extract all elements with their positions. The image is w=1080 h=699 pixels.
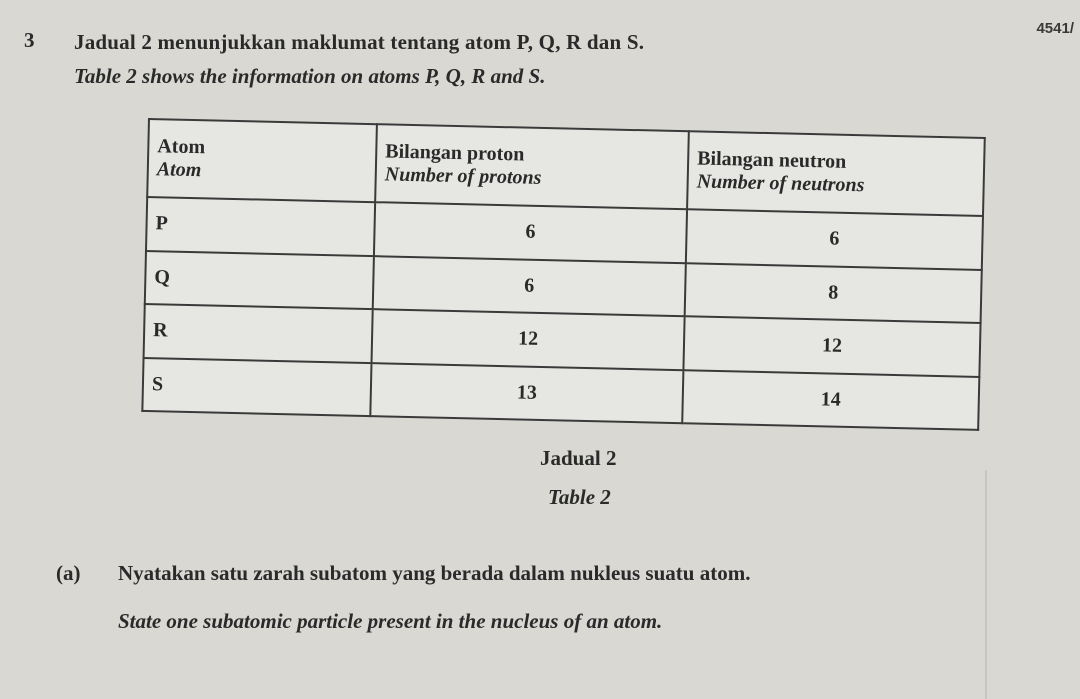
paper-code: 4541/: [1036, 20, 1074, 37]
atom-cell: Q: [145, 251, 374, 310]
neutrons-cell: 12: [683, 316, 980, 376]
protons-cell: 6: [373, 256, 686, 317]
header-atom: Atom Atom: [147, 119, 377, 202]
header-neutrons: Bilangan neutron Number of neutrons: [687, 131, 985, 216]
part-a-label: (a): [56, 561, 81, 585]
question-number: 3: [24, 28, 35, 52]
question-text-malay: Jadual 2 menunjukkan maklumat tentang atom P, Q, R dan S.: [74, 30, 645, 54]
header-protons: Bilangan proton Number of protons: [375, 124, 689, 209]
part-a-text-malay: Nyatakan satu zarah subatom yang berada dalam nukleus suatu atom.: [118, 561, 751, 585]
neutrons-cell: 6: [686, 209, 983, 269]
table-caption-english: Table 2: [548, 485, 611, 509]
neutrons-cell: 8: [685, 263, 982, 323]
atom-cell: S: [142, 357, 371, 416]
question-text-english: Table 2 shows the information on atoms P, Q, R and S.: [74, 64, 546, 88]
protons-cell: 12: [372, 309, 685, 370]
atom-cell: P: [146, 197, 375, 256]
protons-cell: 13: [370, 363, 683, 424]
part-a-text-english: State one subatomic particle present in the nucleus of an atom.: [118, 609, 663, 633]
neutrons-cell: 14: [682, 370, 979, 430]
atom-cell: R: [144, 304, 373, 363]
atom-info-table: [141, 118, 985, 431]
page-margin-line: [985, 470, 987, 699]
table-caption-malay: Jadual 2: [540, 446, 617, 470]
protons-cell: 6: [374, 202, 687, 263]
